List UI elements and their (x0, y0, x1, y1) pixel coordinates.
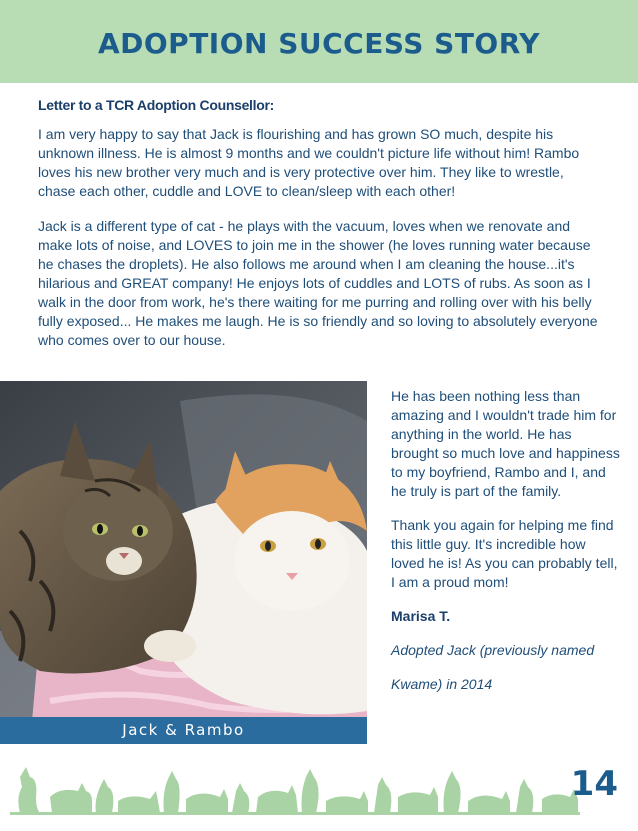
letter-paragraph-2: Jack is a different type of cat - he plays with the vacuum, loves when we renovate and make lots of noise, and LOVES to join me in the shower (he loves running water because he chases the droplets). He also follows me around when I am cleaning the house...it's hilarious and GREAT company! He enjoys lots of cuddles and LOTS of rubs. As soon as I walk in the door from work, he's there waiting for me purring and rolling over with his belly fully exposed... He makes me laugh. He is so friendly and so loving to absolutely everyone who comes over to our house. (38, 218, 598, 348)
cat-silhouettes-icon (0, 757, 638, 826)
letter-paragraph-1: I am very happy to say that Jack is flourishing and has grown SO much, despite his unknown illness. He is almost 9 months and we couldn't picture life without him! Rambo loves his new brother very much and is very protective over him. They like to wrestle, chase each other, cuddle and LOVE to clean/sleep with each other! (38, 126, 580, 199)
page-title: ADOPTION SUCCESS STORY (97, 27, 541, 60)
letter-section (38, 96, 604, 366)
letter-heading: Letter to a TCR Adoption Counsellor: (38, 97, 274, 113)
header-banner (0, 0, 638, 83)
photo-caption: Jack & Rambo (0, 717, 367, 744)
side-paragraph-2: Thank you again for helping me find this little guy. It's incredible how loved he is! As you can probably tell, I am a proud mom! (391, 517, 618, 590)
page-number: 14 (570, 764, 618, 804)
side-column (391, 387, 621, 709)
signature-line-1: Adopted Jack (previously named (391, 642, 595, 658)
cats-photo-illustration (0, 381, 367, 744)
cat-silhouette-border (0, 757, 638, 826)
cats-photo (0, 381, 367, 744)
signature-name: Marisa T. (391, 608, 451, 624)
side-paragraph-1: He has been nothing less than amazing and I wouldn't trade him for anything in the world. He has brought so much love and happiness to my boyfriend, Rambo and I, and he truly is part of the family. (391, 388, 620, 499)
signature-line-2: Kwame) in 2014 (391, 676, 493, 692)
